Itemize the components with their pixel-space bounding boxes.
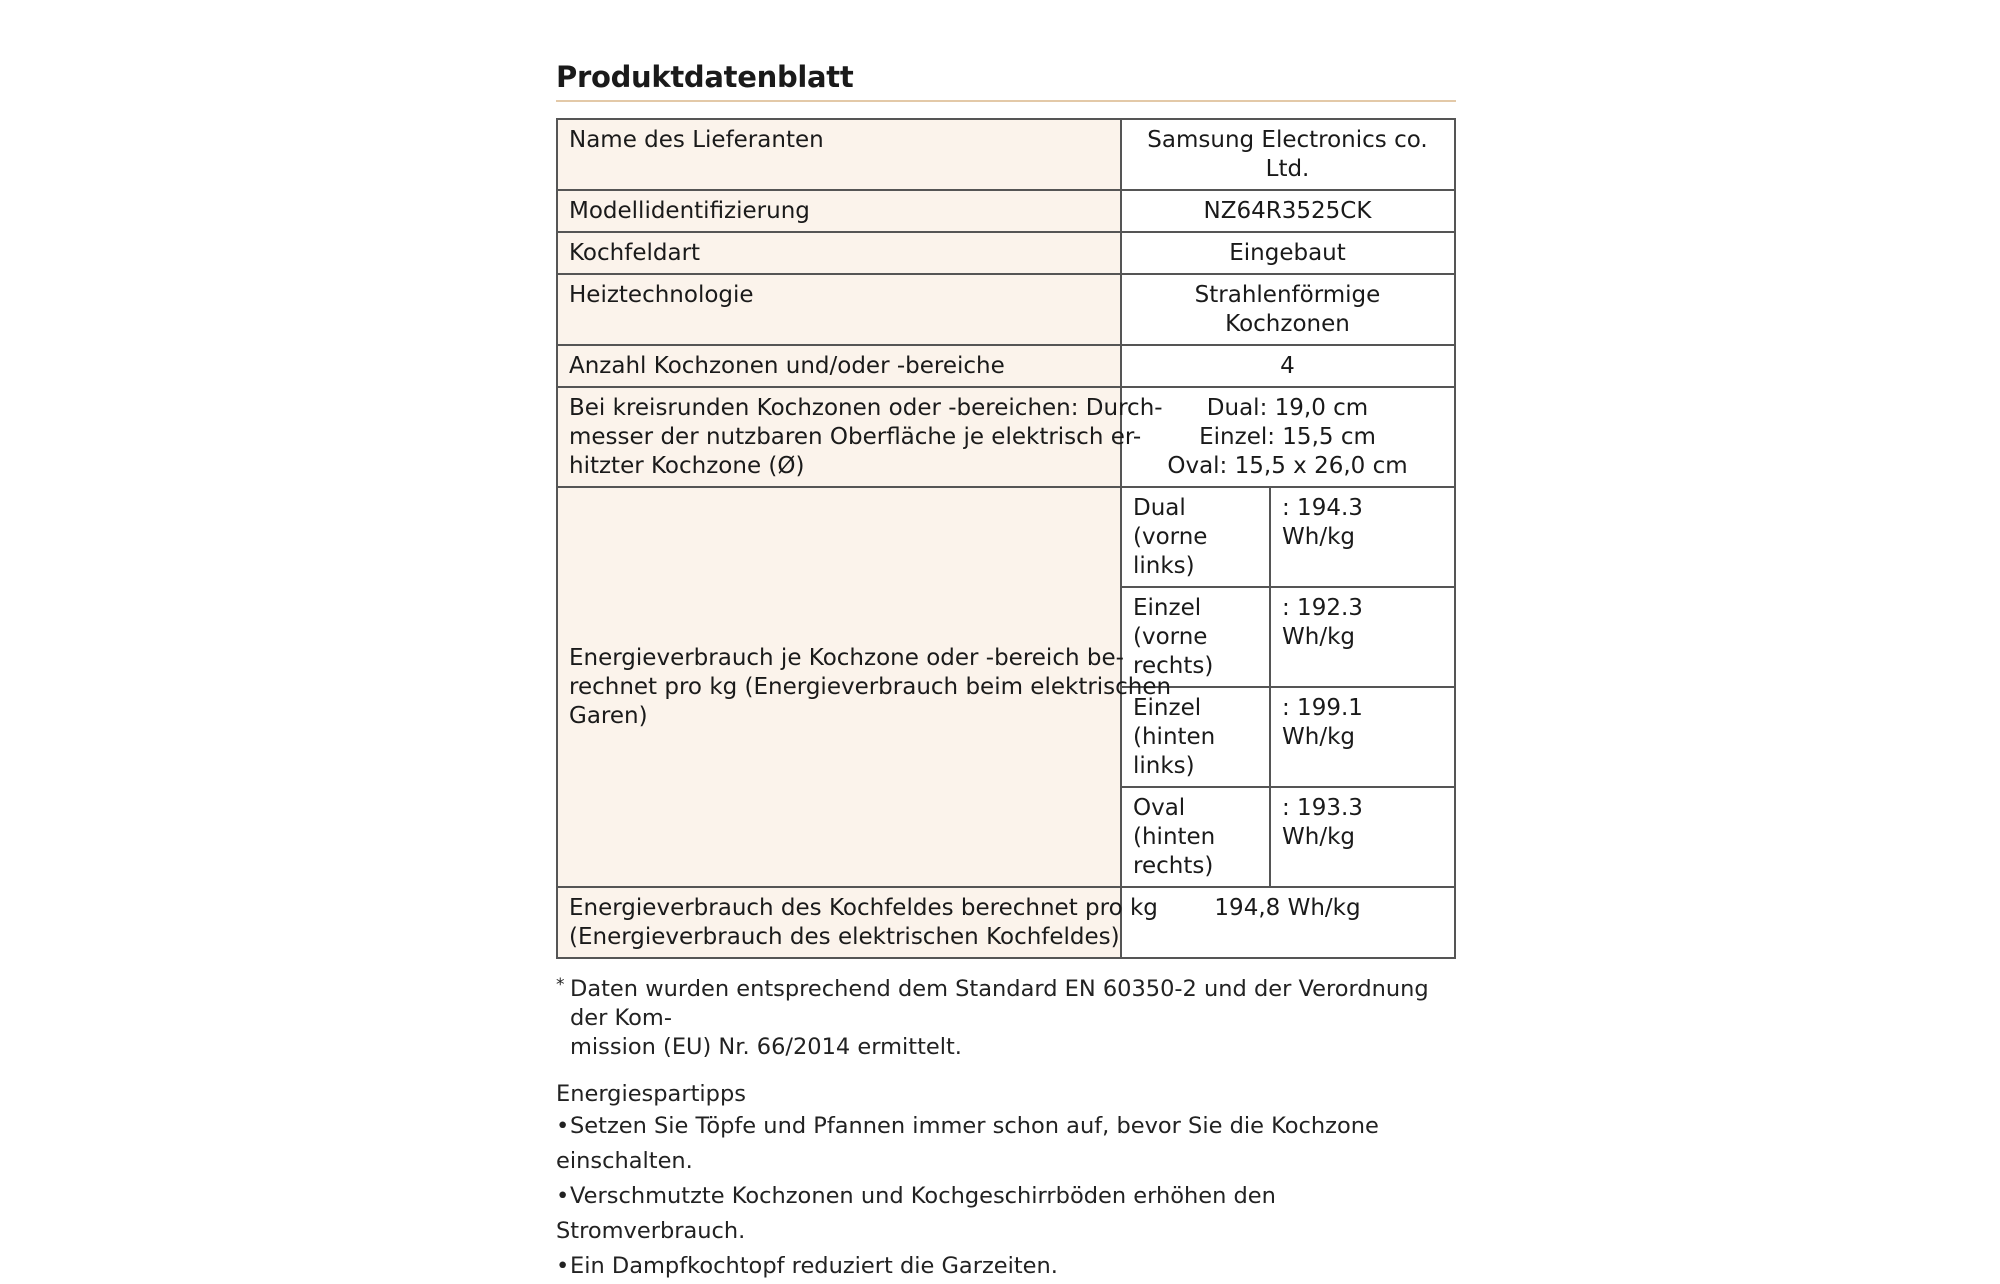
zone-name-cell <box>1121 487 1270 587</box>
table-row <box>557 232 1455 274</box>
zone-value-cell: : 199.1 Wh/kg <box>1270 687 1455 787</box>
table-row <box>557 345 1455 387</box>
text-line: hitzter Kochzone (Ø) <box>569 453 805 479</box>
row-value-supplier: Samsung Electronics co. Ltd. <box>1121 119 1455 190</box>
text-line: (hinten <box>1133 724 1216 750</box>
row-label-hob-type: Kochfeldart <box>557 232 1121 274</box>
text-line: Dual: 19,0 cm <box>1206 395 1369 421</box>
table-row <box>557 887 1455 958</box>
table-row <box>557 119 1455 190</box>
table-row <box>557 487 1455 587</box>
bullet: • <box>556 1113 570 1139</box>
tips-heading: Energiespartipps <box>556 1081 746 1107</box>
footnote <box>556 975 1456 1062</box>
text-line: (vorne <box>1133 624 1208 650</box>
text-line: Oval: 15,5 x 26,0 cm <box>1167 453 1408 479</box>
row-label-supplier: Name des Lieferanten <box>557 119 1121 190</box>
list-item <box>556 1179 1456 1249</box>
page-title: Produktdatenblatt <box>556 60 1456 102</box>
row-label-diameter <box>557 387 1163 487</box>
text-line: rechnet pro kg (Energieverbrauch beim elektrischen <box>569 674 1172 700</box>
row-value-model: NZ64R3525CK <box>1121 190 1455 232</box>
text-line: Bei kreisrunden Kochzonen oder -bereichen: Durch- <box>569 395 1163 421</box>
text-line: Einzel: 15,5 cm <box>1199 424 1376 450</box>
text-line: rechts) <box>1133 653 1214 679</box>
row-label-energy-hob <box>557 887 1158 958</box>
text-line: (vorne <box>1133 524 1208 550</box>
row-value-zones-count: 4 <box>1121 345 1455 387</box>
product-data-table <box>556 118 1456 959</box>
text-line: Oval <box>1133 795 1186 821</box>
text-line: messer der nutzbaren Oberfläche je elektrisch er- <box>569 424 1142 450</box>
row-value-diameter <box>1121 387 1455 487</box>
tip-text: Ein Dampfkochtopf reduziert die Garzeiten. <box>570 1253 1058 1279</box>
text-line: Einzel <box>1133 595 1202 621</box>
text-line: Garen) <box>569 703 648 729</box>
zone-name-cell <box>1121 587 1270 687</box>
tip-text: Verschmutzte Kochzonen und Kochgeschirrböden erhöhen den Stromverbrauch. <box>556 1183 1276 1244</box>
tip-text: Setzen Sie Töpfe und Pfannen immer schon auf, bevor Sie die Kochzone einschalten. <box>556 1113 1379 1174</box>
row-value-hob-type: Eingebaut <box>1121 232 1455 274</box>
footnote-line: Daten wurden entsprechend dem Standard EN 60350-2 und der Verordnung der Kom- <box>570 976 1429 1031</box>
text-line: (Energieverbrauch des elektrischen Kochfeldes) <box>569 924 1120 950</box>
row-label-zones-count: Anzahl Kochzonen und/oder -bereiche <box>557 345 1121 387</box>
product-sheet <box>556 60 1456 1284</box>
footnote-line: mission (EU) Nr. 66/2014 ermittelt. <box>570 1034 962 1060</box>
list-item <box>556 1249 1456 1284</box>
zone-name-cell <box>1121 787 1270 887</box>
zone-value-cell: : 194.3 Wh/kg <box>1270 487 1455 587</box>
row-value-energy-hob: 194,8 Wh/kg <box>1121 887 1455 958</box>
row-value-heating: Strahlenförmige Kochzonen <box>1121 274 1455 345</box>
list-item <box>556 1109 1456 1179</box>
zone-value-cell: : 193.3 Wh/kg <box>1270 787 1455 887</box>
text-line: Dual <box>1133 495 1186 521</box>
text-line: links) <box>1133 553 1195 579</box>
row-label-model: Modellidentifizierung <box>557 190 1121 232</box>
bullet: • <box>556 1253 570 1279</box>
table-row <box>557 190 1455 232</box>
text-line: Energieverbrauch des Kochfeldes berechnet pro kg <box>569 895 1158 921</box>
text-line: links) <box>1133 753 1195 779</box>
text-line: Energieverbrauch je Kochzone oder -bereich be- <box>569 645 1124 671</box>
text-line: rechts) <box>1133 853 1214 879</box>
text-line: Einzel <box>1133 695 1202 721</box>
zone-name-cell <box>1121 687 1270 787</box>
text-line: (hinten <box>1133 824 1216 850</box>
table-row <box>557 387 1455 487</box>
footnote-marker: * <box>556 975 565 995</box>
table-row <box>557 274 1455 345</box>
tips-list <box>556 1109 1456 1284</box>
row-label-heating: Heiztechnologie <box>557 274 1121 345</box>
bullet: • <box>556 1183 570 1209</box>
zone-value-cell: : 192.3 Wh/kg <box>1270 587 1455 687</box>
